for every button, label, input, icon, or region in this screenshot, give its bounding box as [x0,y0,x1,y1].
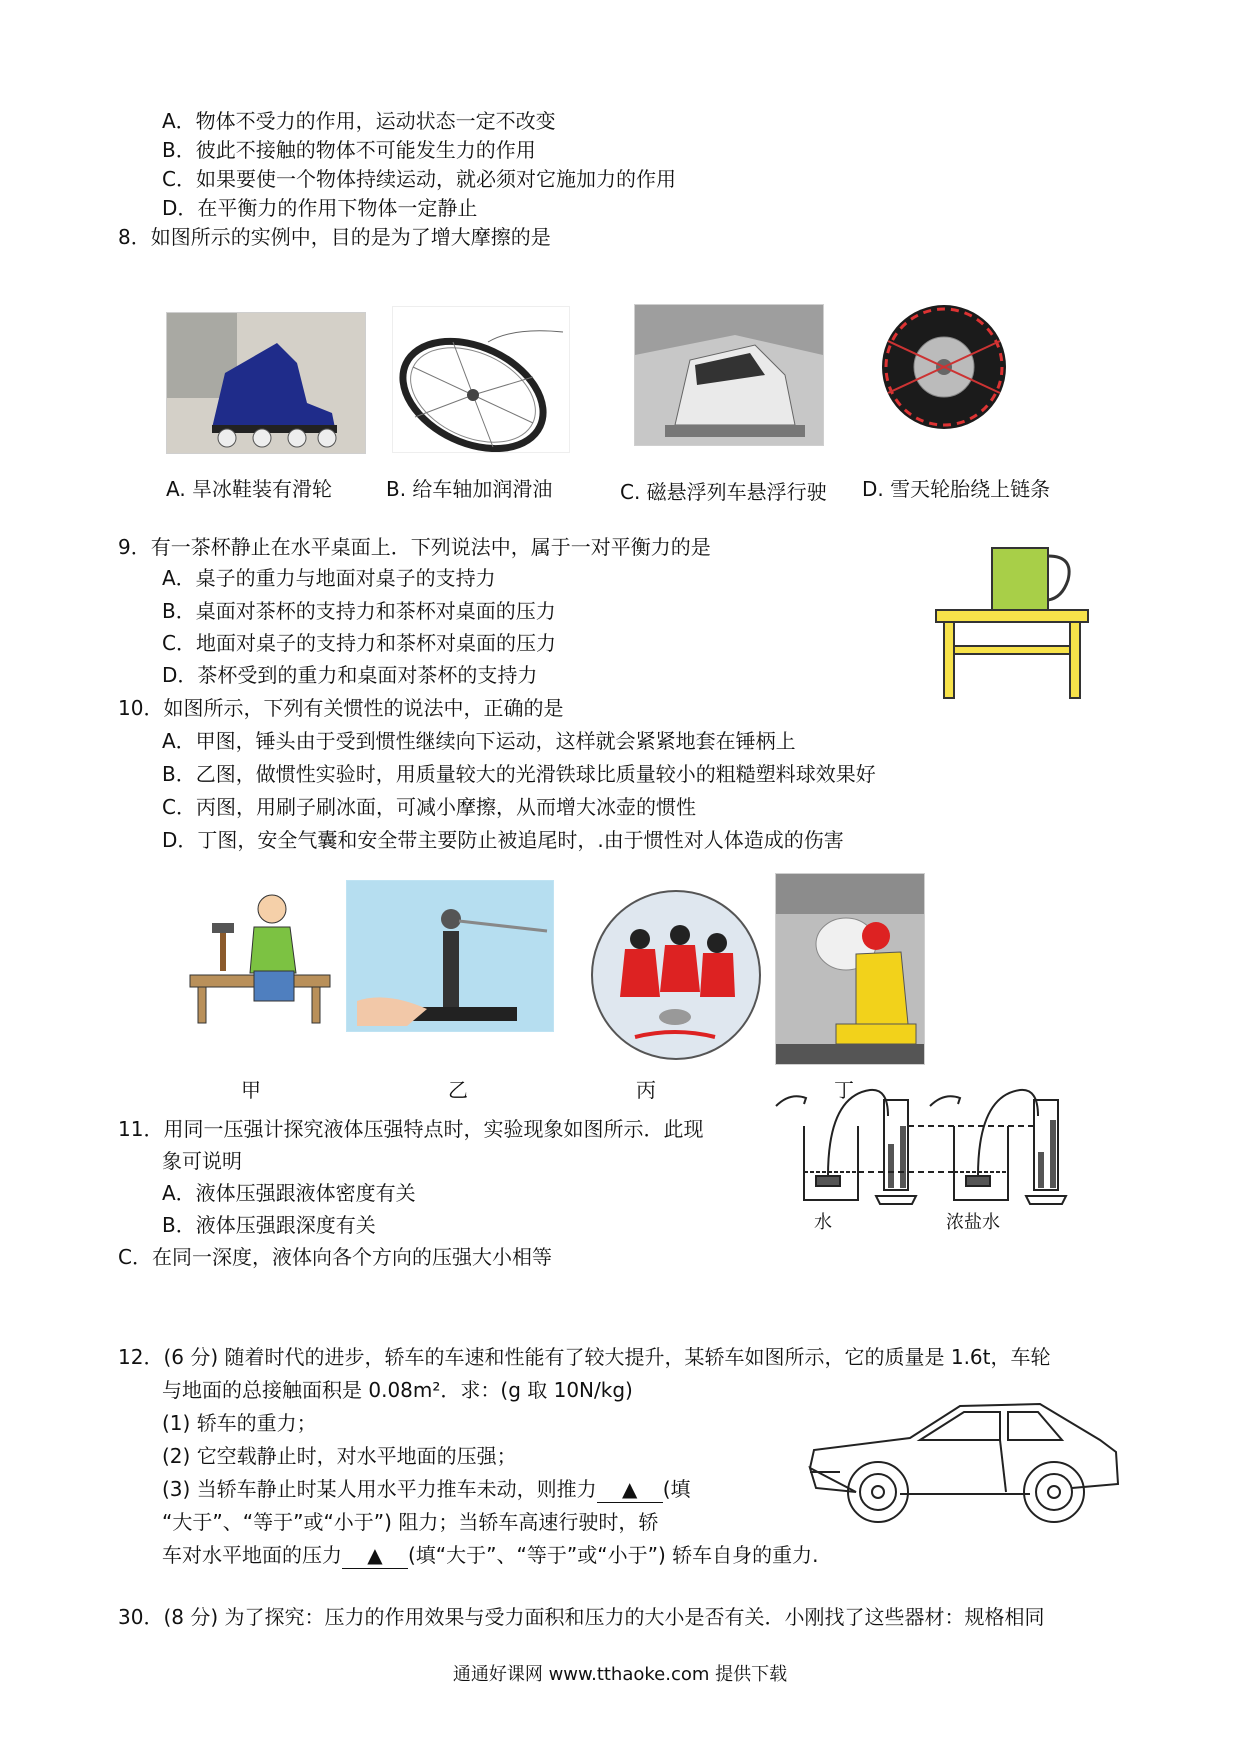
q7-option-d: D．在平衡力的作用下物体一定静止 [162,196,478,220]
q12-sub3-line1 [162,1476,691,1503]
q12-sub3-line3-text-b: (填“大于”、“等于”或“小于”) 轿车自身的重力. [408,1543,819,1567]
q30-line1: 30．(8 分) 为了探究：压力的作用效果与受力面积和压力的大小是否有关．小刚找了这些器材：规格相同 [118,1605,1045,1629]
q12-answer-blank-2[interactable]: ▲ [342,1542,408,1569]
q12-sub1: (1) 轿车的重力； [162,1411,317,1435]
q8-caption-a: A. 旱冰鞋装有滑轮 [166,477,333,501]
q11-option-b: B．液体压强跟深度有关 [162,1213,376,1237]
q11-label-water: 水 [814,1212,832,1233]
q7-option-b: B．彼此不接触的物体不可能发生力的作用 [162,138,536,162]
inertia-ball-experiment-image [346,880,554,1032]
q10-option-a: A．甲图，锤头由于受到惯性继续向下运动，这样就会紧紧地套在锤柄上 [162,729,796,753]
q10-option-d: D．丁图，安全气囊和安全带主要防止被追尾时，.由于惯性对人体造成的伤害 [162,828,844,852]
q9-stem: 9．有一茶杯静止在水平桌面上．下列说法中，属于一对平衡力的是 [118,535,711,559]
q11-option-c: C．在同一深度，液体向各个方向的压强大小相等 [118,1245,552,1269]
q10-caption-yi: 乙 [448,1078,468,1102]
q8-caption-d: D. 雪天轮胎绕上链条 [862,477,1051,501]
q8-stem: 8．如图所示的实例中，目的是为了增大摩擦的是 [118,225,551,249]
q8-caption-b: B. 给车轴加润滑油 [386,477,553,501]
q7-option-c: C．如果要使一个物体持续运动，就必须对它施加力的作用 [162,167,676,191]
q11-stem-line2: 象可说明 [162,1149,242,1173]
q12-sub2: (2) 它空载静止时，对水平地面的压强； [162,1444,517,1468]
q10-caption-jia: 甲 [241,1078,261,1102]
pressure-gauge-figure [770,1076,1070,1206]
q12-sub3-line3 [162,1542,819,1569]
q12-sub3-line3-text-a: 车对水平地面的压力 [162,1543,342,1567]
q11-stem-line1: 11．用同一压强计探究液体压强特点时，实验现象如图所示．此现 [118,1117,704,1141]
q11-option-a: A．液体压强跟液体密度有关 [162,1181,416,1205]
q9-option-d: D．茶杯受到的重力和桌面对茶杯的支持力 [162,663,538,687]
q11-label-brine: 浓盐水 [946,1212,1000,1233]
q10-caption-ding: 丁 [834,1078,854,1102]
q10-stem: 10．如图所示，下列有关惯性的说法中，正确的是 [118,696,564,720]
maglev-train-image [634,304,824,446]
q9-option-b: B．桌面对茶杯的支持力和茶杯对桌面的压力 [162,599,556,623]
q12-line2: 与地面的总接触面积是 0.08m²．求：(g 取 10N/kg) [162,1378,633,1402]
q9-option-c: C．地面对桌子的支持力和茶杯对桌面的压力 [162,631,556,655]
airbag-seatbelt-image [775,873,925,1065]
roller-skate-image [166,312,366,454]
bicycle-wheel-image [392,306,570,453]
q12-sub3-text-a: (3) 当轿车静止时某人用水平力推车未动，则推力 [162,1477,597,1501]
q10-option-b: B．乙图，做惯性实验时，用质量较大的光滑铁球比质量较小的粗糙塑料球效果好 [162,762,876,786]
cup-on-table-figure [932,542,1092,702]
q8-caption-c: C. 磁悬浮列车悬浮行驶 [620,480,827,504]
sedan-car-figure [800,1396,1124,1536]
q10-caption-bing: 丙 [636,1078,656,1102]
q9-option-a: A．桌子的重力与地面对桌子的支持力 [162,566,496,590]
q10-option-c: C．丙图，用刷子刷冰面，可减小摩擦，从而增大冰壶的惯性 [162,795,696,819]
hammer-man-image [183,882,337,1032]
curling-image [584,886,768,1064]
q7-option-a: A．物体不受力的作用，运动状态一定不改变 [162,109,556,133]
q12-line1: 12．(6 分) 随着时代的进步，轿车的车速和性能有了较大提升，某轿车如图所示，它的质量是 1.6t，车轮 [118,1345,1051,1369]
q12-answer-blank-1[interactable]: ▲ [597,1476,663,1503]
q12-sub3-line2: “大于”、“等于”或“小于”) 阻力；当轿车高速行驶时，轿 [162,1510,659,1534]
page-footer: 通通好课网 www.tthaoke.com 提供下载 [452,1664,788,1685]
q12-sub3-text-b: (填 [662,1477,691,1501]
snow-chain-tire-image [877,300,1011,434]
